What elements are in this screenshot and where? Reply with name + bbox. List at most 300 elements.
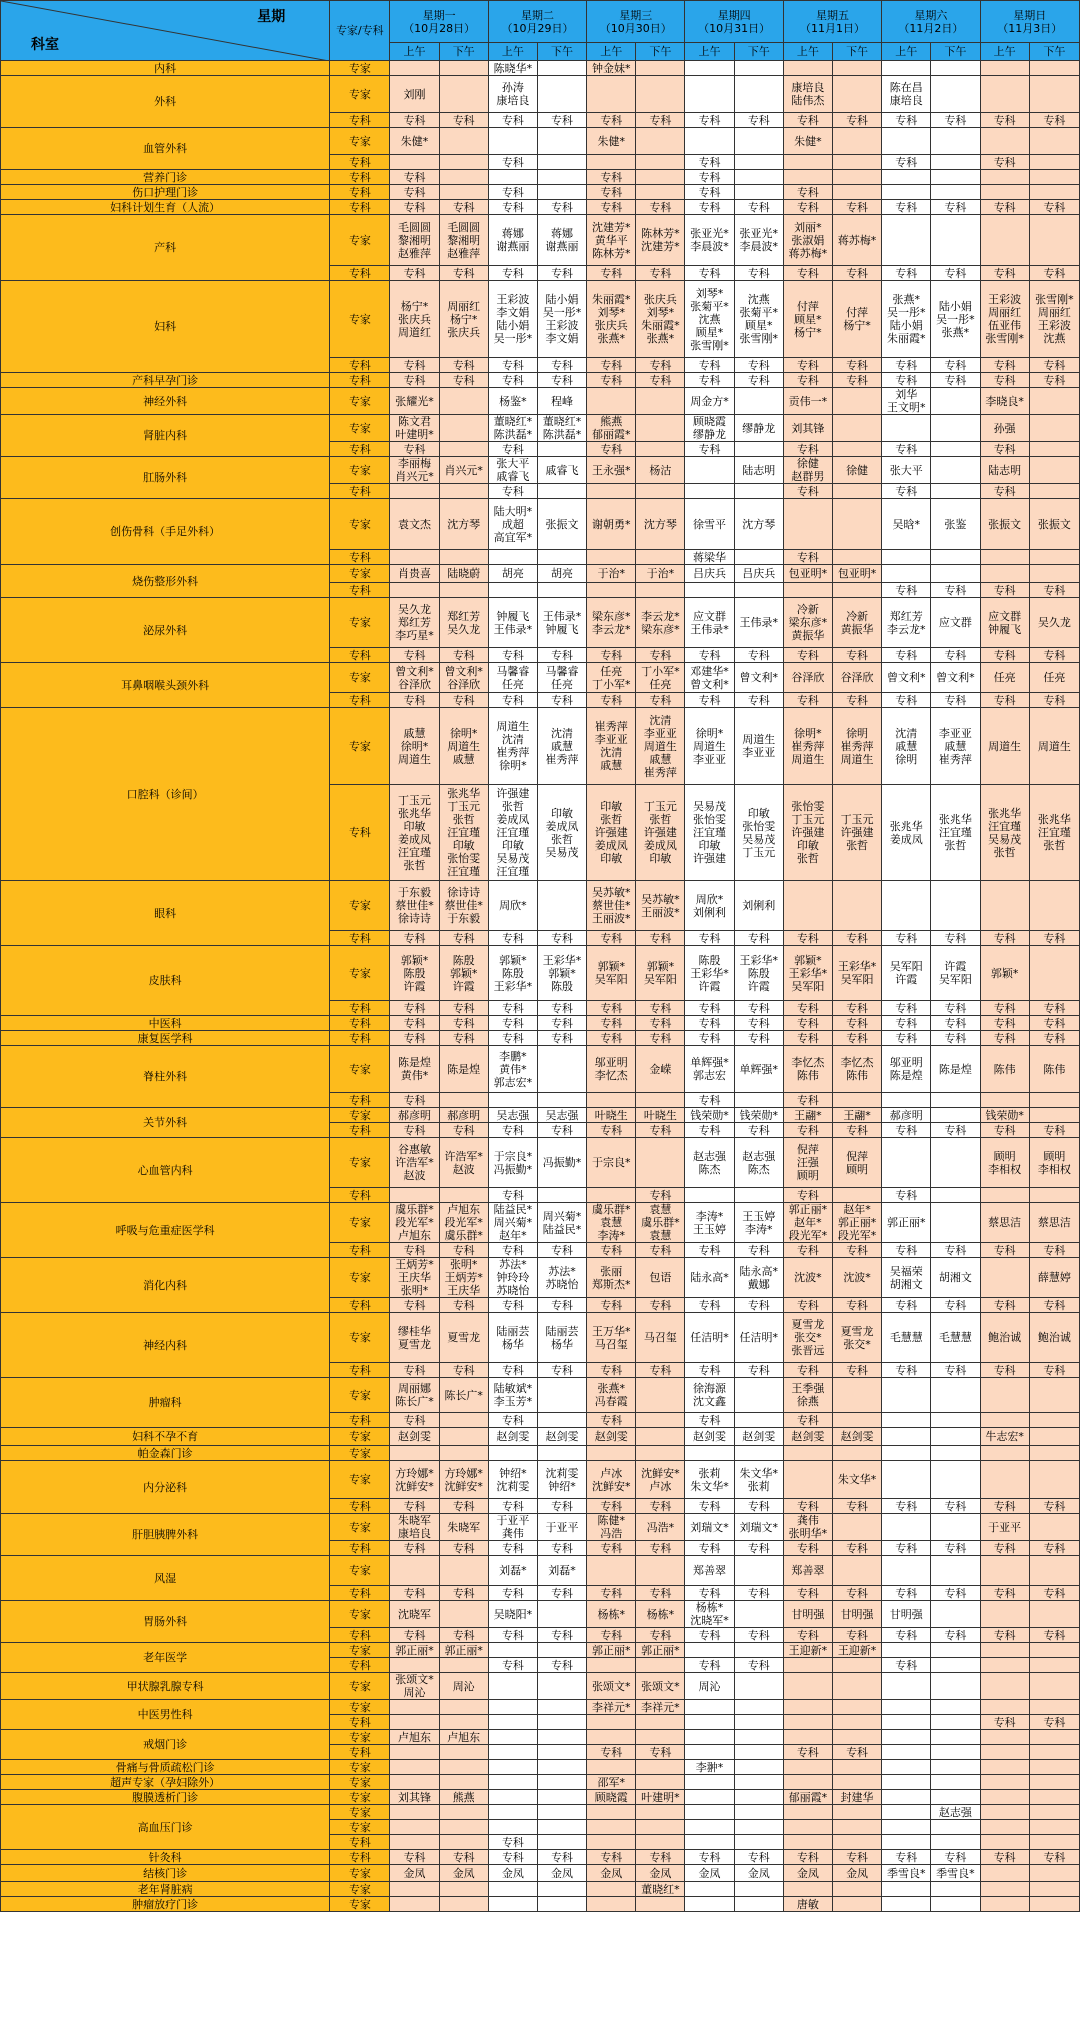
schedule-cell: 郑红芳 吴久龙 [439, 598, 488, 648]
schedule-cell [587, 1188, 636, 1203]
schedule-cell [439, 128, 488, 155]
schedule-cell: 任亮 [1029, 663, 1079, 693]
row-type: 专科 [330, 358, 390, 373]
schedule-cell: 季雪良* [882, 1865, 931, 1882]
schedule-cell [439, 1820, 488, 1835]
schedule-cell: 专科 [390, 1586, 439, 1601]
schedule-cell: 专科 [882, 583, 931, 598]
department-name: 心血管内科 [1, 1138, 330, 1203]
schedule-cell [636, 1446, 685, 1461]
schedule-cell [931, 1461, 980, 1499]
schedule-cell: 专科 [882, 442, 931, 457]
row-type: 专科 [330, 1658, 390, 1673]
schedule-cell [439, 415, 488, 442]
schedule-cell [488, 1805, 537, 1820]
schedule-cell: 钱荣勋* [685, 1108, 734, 1123]
schedule-cell: 专科 [439, 1586, 488, 1601]
schedule-cell: 专科 [1029, 1363, 1079, 1378]
schedule-cell: 曾文利* 谷泽欣 [390, 663, 439, 693]
schedule-cell [636, 61, 685, 76]
schedule-cell [882, 1413, 931, 1428]
schedule-cell: 专科 [537, 1243, 586, 1258]
schedule-cell: 专科 [734, 648, 783, 663]
schedule-cell: 专科 [636, 1499, 685, 1514]
schedule-cell: 王季强 徐燕 [783, 1378, 832, 1413]
schedule-cell: 专科 [488, 1850, 537, 1865]
schedule-cell: 专科 [980, 1001, 1029, 1016]
schedule-cell [980, 1820, 1029, 1835]
schedule-cell [439, 1188, 488, 1203]
schedule-cell: 专科 [931, 1243, 980, 1258]
schedule-cell [832, 1446, 881, 1461]
schedule-cell: 孙涛 康培良 [488, 76, 537, 113]
schedule-cell: 熊燕 郁丽霞* [587, 415, 636, 442]
schedule-cell [636, 1775, 685, 1790]
schedule-cell [537, 1601, 586, 1628]
schedule-cell [587, 1882, 636, 1897]
schedule-cell: 专科 [685, 1093, 734, 1108]
schedule-cell: 崔秀萍 李亚亚 沈清 戚慧 [587, 708, 636, 785]
schedule-cell: 于亚平 龚伟 [488, 1514, 537, 1541]
schedule-cell: 专科 [783, 442, 832, 457]
schedule-cell: 专科 [882, 358, 931, 373]
schedule-cell: 专科 [931, 1298, 980, 1313]
schedule-cell: 专科 [488, 373, 537, 388]
schedule-cell: 专科 [488, 1658, 537, 1673]
schedule-cell: 专科 [439, 1850, 488, 1865]
schedule-cell [734, 1673, 783, 1700]
schedule-cell: 专科 [832, 1123, 881, 1138]
schedule-cell [488, 1715, 537, 1730]
schedule-cell [783, 155, 832, 170]
schedule-cell: 专科 [685, 693, 734, 708]
schedule-cell [931, 1835, 980, 1850]
schedule-cell: 刘瑞文* [685, 1514, 734, 1541]
schedule-cell: 谷泽欣 [783, 663, 832, 693]
schedule-cell: 周丽娜 陈长广* [390, 1378, 439, 1413]
am-header: 上午 [390, 43, 439, 61]
schedule-cell [832, 1760, 881, 1775]
schedule-cell [390, 1715, 439, 1730]
schedule-cell [1029, 881, 1079, 931]
schedule-cell [587, 388, 636, 415]
schedule-cell: 王翮* [832, 1108, 881, 1123]
department-name: 妇科 [1, 281, 330, 373]
schedule-cell: 戚慧 徐明* 周道生 [390, 708, 439, 785]
schedule-cell: 专科 [980, 200, 1029, 215]
schedule-cell: 徐诗诗 蔡世佳* 于东毅 [439, 881, 488, 931]
row-type: 专家 [330, 1203, 390, 1243]
row-type: 专家 [330, 1601, 390, 1628]
schedule-cell: 吴苏敏* 王丽波* [636, 881, 685, 931]
department-name: 耳鼻咽喉头颈外科 [1, 663, 330, 708]
schedule-cell [882, 1428, 931, 1446]
row-type: 专科 [330, 1835, 390, 1850]
schedule-cell [587, 1658, 636, 1673]
schedule-cell: 周丽红 杨宁* 张庆兵 [439, 281, 488, 358]
schedule-cell: 专科 [931, 1541, 980, 1556]
schedule-cell: 专科 [439, 1298, 488, 1313]
schedule-cell: 陈林芳* 沈建芳* [636, 215, 685, 266]
schedule-row [1, 598, 1080, 648]
schedule-cell: 专科 [636, 113, 685, 128]
schedule-cell: 丁玉元 张兆华 印敏 姜成凤 汪宜瑾 张哲 [390, 785, 439, 881]
schedule-cell [734, 1790, 783, 1805]
schedule-cell: 甘明强 [832, 1601, 881, 1628]
row-type: 专家 [330, 1514, 390, 1541]
schedule-cell [980, 61, 1029, 76]
schedule-cell [636, 1805, 685, 1820]
schedule-cell: 金嵘 [636, 1046, 685, 1093]
schedule-cell [980, 128, 1029, 155]
schedule-row [1, 1850, 1080, 1865]
pm-header: 下午 [1029, 43, 1079, 61]
schedule-cell [832, 1556, 881, 1586]
schedule-cell [390, 1820, 439, 1835]
schedule-row [1, 1446, 1080, 1461]
day-date: （11月3日） [997, 21, 1063, 35]
schedule-cell: 专科 [439, 1016, 488, 1031]
schedule-cell: 赵年* 郭正丽* 段光军* [832, 1203, 881, 1243]
schedule-cell: 专科 [980, 1123, 1029, 1138]
day-name: 星期四 [717, 8, 751, 22]
department-name: 甲状腺乳腺专科 [1, 1673, 330, 1700]
schedule-cell: 蒋娜 谢燕丽 [537, 215, 586, 266]
schedule-cell: 张雪刚* 周丽红 王彩波 沈燕 [1029, 281, 1079, 358]
schedule-cell [439, 1745, 488, 1760]
schedule-cell [1029, 1461, 1079, 1499]
schedule-cell: 赵志强 [931, 1805, 980, 1820]
schedule-cell: 印敏 姜成凤 张哲 吴易茂 [537, 785, 586, 881]
schedule-cell [980, 170, 1029, 185]
schedule-cell [1029, 415, 1079, 442]
schedule-cell: 胡亮 [537, 565, 586, 583]
schedule-row [1, 1514, 1080, 1541]
schedule-cell [1029, 1446, 1079, 1461]
schedule-cell: 陈殷 王彩华* 许霞 [685, 946, 734, 1001]
schedule-cell [537, 1897, 586, 1912]
schedule-cell: 专科 [488, 931, 537, 946]
schedule-cell: 龚伟 张明华* [783, 1514, 832, 1541]
schedule-cell [488, 128, 537, 155]
schedule-cell: 专科 [734, 113, 783, 128]
row-type: 专家 [330, 1046, 390, 1093]
schedule-cell [636, 1820, 685, 1835]
schedule-cell: 陆敏斌* 李玉芳* [488, 1378, 537, 1413]
schedule-cell [1029, 484, 1079, 499]
schedule-cell: 郭正丽* [882, 1203, 931, 1243]
schedule-cell [783, 1673, 832, 1700]
schedule-row [1, 663, 1080, 693]
schedule-cell: 专科 [882, 155, 931, 170]
schedule-cell: 徐明 崔秀萍 周道生 [832, 708, 881, 785]
schedule-cell: 专科 [1029, 373, 1079, 388]
schedule-cell: 任亮 丁小军* [587, 663, 636, 693]
schedule-row [1, 1313, 1080, 1363]
schedule-cell [882, 1882, 931, 1897]
department-name: 肾脏内科 [1, 415, 330, 457]
schedule-cell [931, 1897, 980, 1912]
schedule-cell: 专科 [390, 1413, 439, 1428]
schedule-cell: 专科 [636, 266, 685, 281]
schedule-cell: 专科 [1029, 1586, 1079, 1601]
schedule-cell: 专科 [636, 1298, 685, 1313]
schedule-cell: 陈是煌 黄伟* [390, 1046, 439, 1093]
schedule-cell: 专科 [685, 1850, 734, 1865]
schedule-cell [931, 415, 980, 442]
schedule-cell [832, 128, 881, 155]
department-name: 肿瘤放疗门诊 [1, 1897, 330, 1912]
department-name: 超声专家（孕妇除外） [1, 1775, 330, 1790]
day-name: 星期日 [1013, 8, 1047, 22]
schedule-cell: 王彩华* 郭颖* 陈殷 [537, 946, 586, 1001]
schedule-cell: 专科 [931, 1586, 980, 1601]
schedule-cell: 专科 [537, 1001, 586, 1016]
schedule-cell: 专科 [980, 1850, 1029, 1865]
schedule-cell: 朱健* [390, 128, 439, 155]
schedule-cell: 专科 [439, 1001, 488, 1016]
schedule-cell: 董晓红* [636, 1882, 685, 1897]
schedule-cell: 张大平 [882, 457, 931, 484]
row-type: 专家 [330, 1461, 390, 1499]
schedule-cell [931, 442, 980, 457]
schedule-cell: 张振文 [537, 499, 586, 550]
schedule-cell [587, 1820, 636, 1835]
schedule-cell: 沈波* [783, 1258, 832, 1298]
schedule-cell: 专科 [832, 1001, 881, 1016]
schedule-cell: 徐明* 周道生 戚慧 [439, 708, 488, 785]
schedule-cell [587, 155, 636, 170]
schedule-cell [931, 76, 980, 113]
row-type: 专家 [330, 76, 390, 113]
row-type: 专科 [330, 1031, 390, 1046]
schedule-cell [636, 1428, 685, 1446]
schedule-row [1, 1790, 1080, 1805]
row-type: 专家 [330, 128, 390, 155]
schedule-cell: 专科 [882, 1658, 931, 1673]
schedule-cell: 专科 [439, 1031, 488, 1046]
schedule-cell: 刘磊* [488, 1556, 537, 1586]
department-name: 产科早孕门诊 [1, 373, 330, 388]
schedule-cell: 邬亚明 李忆杰 [587, 1046, 636, 1093]
schedule-cell [980, 1093, 1029, 1108]
schedule-cell: 李祥元* [636, 1700, 685, 1715]
day-header [980, 1, 1080, 43]
schedule-cell: 包亚明* [783, 565, 832, 583]
schedule-cell: 孙强 [980, 415, 1029, 442]
schedule-cell: 单辉强* 郭志宏 [685, 1046, 734, 1093]
schedule-cell: 专科 [882, 1188, 931, 1203]
schedule-cell: 冯浩* [636, 1514, 685, 1541]
schedule-cell: 专科 [488, 113, 537, 128]
schedule-cell [1029, 76, 1079, 113]
schedule-cell: 于宗良* [587, 1138, 636, 1188]
schedule-cell: 陈健* 冯浩 [587, 1514, 636, 1541]
day-date: （10月28日） [403, 21, 476, 35]
schedule-cell: 周欣* 刘俐利 [685, 881, 734, 931]
row-type: 专科 [330, 442, 390, 457]
schedule-cell [882, 1643, 931, 1658]
schedule-cell: 陆志明 [734, 457, 783, 484]
schedule-cell: 专科 [587, 931, 636, 946]
schedule-cell [488, 1093, 537, 1108]
pm-header: 下午 [832, 43, 881, 61]
schedule-cell: 专科 [832, 1586, 881, 1601]
department-name: 消化内科 [1, 1258, 330, 1313]
schedule-cell: 专科 [636, 1363, 685, 1378]
schedule-cell [390, 1188, 439, 1203]
am-header: 上午 [783, 43, 832, 61]
schedule-cell: 吴军阳 许霞 [882, 946, 931, 1001]
schedule-cell: 郝彦明 [439, 1108, 488, 1123]
department-name: 胃肠外科 [1, 1601, 330, 1643]
schedule-row [1, 946, 1080, 1001]
schedule-cell: 金凤 [488, 1865, 537, 1882]
row-type: 专家 [330, 1313, 390, 1363]
schedule-cell: 胡湘文 [931, 1258, 980, 1298]
schedule-cell: 叶晓生 [587, 1108, 636, 1123]
schedule-cell: 王彩波 周丽红 伍亚伟 张雪刚* [980, 281, 1029, 358]
schedule-cell: 专科 [587, 170, 636, 185]
schedule-cell [882, 1775, 931, 1790]
schedule-cell: 专科 [685, 648, 734, 663]
department-name: 针灸科 [1, 1850, 330, 1865]
schedule-cell: 李云龙* 梁东彦* [636, 598, 685, 648]
schedule-cell: 方玲娜* 沈鲜安* [439, 1461, 488, 1499]
schedule-cell [685, 76, 734, 113]
schedule-cell: 冷新 黄振华 [832, 598, 881, 648]
schedule-cell: 专科 [439, 358, 488, 373]
schedule-cell: 谷惠敏 许浩军* 赵波 [390, 1138, 439, 1188]
schedule-cell: 吴久龙 [1029, 598, 1079, 648]
schedule-cell: 专科 [783, 358, 832, 373]
department-name: 老年肾脏病 [1, 1882, 330, 1897]
schedule-cell: 张振文 [980, 499, 1029, 550]
schedule-cell [390, 1775, 439, 1790]
schedule-cell [882, 185, 931, 200]
schedule-cell [832, 1378, 881, 1413]
schedule-cell [537, 1673, 586, 1700]
schedule-cell [832, 1673, 881, 1700]
schedule-cell [1029, 946, 1079, 1001]
schedule-cell: 专科 [488, 442, 537, 457]
schedule-cell: 周沁 [439, 1673, 488, 1700]
schedule-cell: 徐明* 崔秀萍 周道生 [783, 708, 832, 785]
schedule-cell [1029, 1790, 1079, 1805]
schedule-cell: 沈建芳* 黄华平 陈林芳* [587, 215, 636, 266]
schedule-cell [734, 1188, 783, 1203]
schedule-cell: 专科 [439, 648, 488, 663]
schedule-cell: 专科 [587, 1243, 636, 1258]
schedule-cell [1029, 442, 1079, 457]
schedule-cell: 徐健 [832, 457, 881, 484]
schedule-cell: 专科 [390, 1016, 439, 1031]
row-type: 专家 [330, 1673, 390, 1700]
schedule-cell [1029, 1745, 1079, 1760]
department-name: 皮肤科 [1, 946, 330, 1016]
schedule-cell: 陈文君 叶建明* [390, 415, 439, 442]
schedule-cell: 专科 [783, 185, 832, 200]
schedule-cell [980, 1461, 1029, 1499]
row-type: 专科 [330, 113, 390, 128]
schedule-cell [980, 1760, 1029, 1775]
row-type: 专科 [330, 1745, 390, 1760]
schedule-cell [832, 583, 881, 598]
row-type: 专家 [330, 1428, 390, 1446]
schedule-cell: 专科 [980, 113, 1029, 128]
department-name: 伤口护理门诊 [1, 185, 330, 200]
schedule-cell: 张兆华 汪宜瑾 张哲 [931, 785, 980, 881]
schedule-cell: 鲍治诚 [980, 1313, 1029, 1363]
schedule-cell: 王炳芳* 王庆华 张明* [390, 1258, 439, 1298]
schedule-cell: 郭颖* 王彩华* 吴军阳 [783, 946, 832, 1001]
schedule-cell: 王迎新* [783, 1643, 832, 1658]
schedule-cell [734, 1897, 783, 1912]
schedule-cell: 专科 [882, 1499, 931, 1514]
schedule-cell [390, 1882, 439, 1897]
schedule-cell [783, 583, 832, 598]
schedule-cell: 马馨睿 任亮 [488, 663, 537, 693]
row-type: 专科 [330, 1093, 390, 1108]
day-date: （10月29日） [501, 21, 574, 35]
schedule-header [1, 1, 1080, 61]
schedule-cell: 袁文杰 [390, 499, 439, 550]
schedule-cell [685, 1730, 734, 1745]
schedule-cell: 蔡思洁 [980, 1203, 1029, 1243]
schedule-cell: 陆永高* 戴娜 [734, 1258, 783, 1298]
row-type: 专科 [330, 373, 390, 388]
schedule-cell: 周道生 [980, 708, 1029, 785]
schedule-cell [882, 1673, 931, 1700]
schedule-cell [439, 61, 488, 76]
schedule-cell [636, 1760, 685, 1775]
schedule-cell: 专科 [832, 1243, 881, 1258]
schedule-cell [685, 1745, 734, 1760]
schedule-cell: 专科 [685, 1123, 734, 1138]
department-name: 口腔科（诊间） [1, 708, 330, 881]
schedule-cell [587, 550, 636, 565]
schedule-cell: 沈清 戚慧 徐明 [882, 708, 931, 785]
schedule-cell: 专科 [587, 200, 636, 215]
schedule-cell: 专科 [980, 1715, 1029, 1730]
row-type: 专科 [330, 1499, 390, 1514]
schedule-cell [734, 1601, 783, 1628]
row-type: 专科 [330, 1850, 390, 1865]
schedule-cell [390, 1745, 439, 1760]
schedule-cell: 钱荣勋* [980, 1108, 1029, 1123]
schedule-cell [537, 1093, 586, 1108]
schedule-cell: 专科 [832, 1850, 881, 1865]
schedule-cell: 专科 [685, 200, 734, 215]
day-name: 星期六 [914, 8, 948, 22]
schedule-cell: 郝彦明 [882, 1108, 931, 1123]
schedule-cell: 专科 [685, 1298, 734, 1313]
schedule-cell: 吴久龙 郑红芳 李巧星* [390, 598, 439, 648]
department-name: 中医科 [1, 1016, 330, 1031]
schedule-cell: 专科 [931, 648, 980, 663]
schedule-row [1, 1378, 1080, 1413]
schedule-cell: 专科 [734, 1298, 783, 1313]
schedule-cell: 专科 [685, 1628, 734, 1643]
schedule-cell: 专科 [488, 1499, 537, 1514]
schedule-cell: 董晓红* 陈洪磊* [537, 415, 586, 442]
schedule-cell [931, 155, 980, 170]
schedule-cell [685, 1643, 734, 1658]
schedule-cell: 郭颖* 吴军阳 [636, 946, 685, 1001]
schedule-cell: 专科 [1029, 648, 1079, 663]
schedule-cell: 专科 [636, 200, 685, 215]
schedule-cell [636, 1658, 685, 1673]
